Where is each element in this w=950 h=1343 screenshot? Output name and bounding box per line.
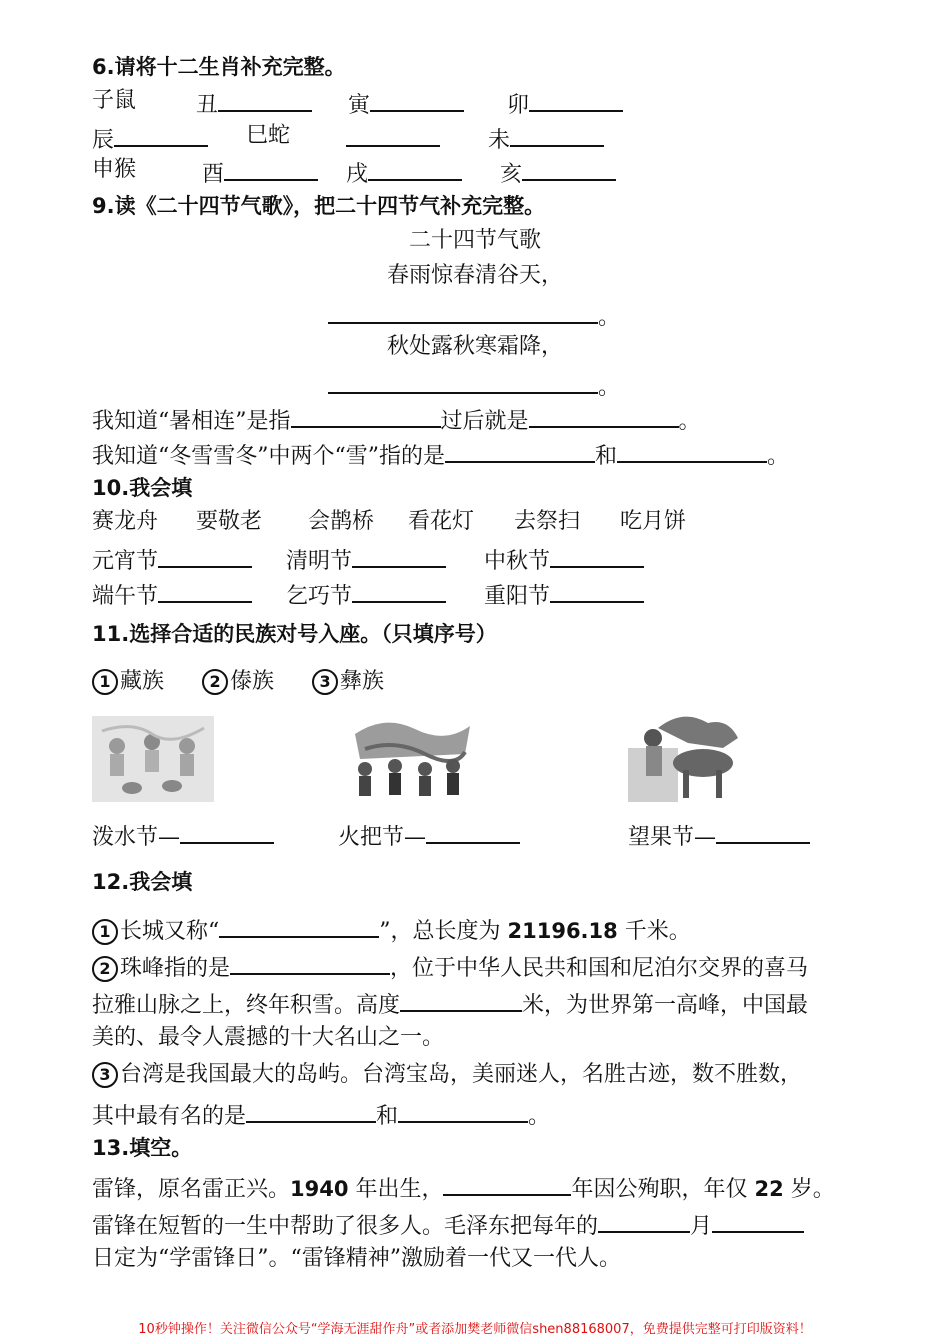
q9-title: 9.读《二十四节气歌》，把二十四节气补充完整。	[92, 194, 546, 218]
poem-line-3: 秋处露秋寒霜降，	[386, 334, 563, 359]
festival-5: 乞巧节	[286, 577, 446, 612]
zodiac-1: 子鼠	[92, 88, 137, 113]
q12-item-2-cont: 拉雅山脉之上，终年积雪。高度 米，为世界第一高峰，中国最	[92, 986, 808, 1021]
festival-2-blank[interactable]	[352, 542, 446, 568]
fill-1-blank-b[interactable]	[529, 402, 679, 428]
water-festival-image	[92, 716, 214, 802]
zodiac-3-blank[interactable]	[370, 86, 464, 112]
festival-1-blank[interactable]	[158, 542, 252, 568]
everest-name-blank[interactable]	[230, 949, 390, 975]
q12-item-3: 3 台湾是我国最大的岛屿。台湾宝岛，美丽迷人，名胜古迹，数不胜数，	[92, 1060, 802, 1090]
q13-line-3: 日定为“学雷锋日”。“雷锋精神”激励着一代又一代人。	[92, 1246, 621, 1271]
zodiac-6: 巳蛇	[246, 123, 291, 148]
zodiac-4: 卯	[507, 86, 623, 121]
zodiac-5-blank[interactable]	[114, 121, 208, 147]
zodiac-12: 亥	[500, 155, 616, 190]
q13-line-1: 雷锋，原名雷正兴。1940 年出生， 年因公殉职，年仅 22 岁。	[92, 1170, 835, 1205]
zodiac-8: 未	[488, 121, 604, 156]
harvest-festival-label: 望果节—	[628, 818, 810, 853]
great-wall-blank[interactable]	[219, 912, 379, 938]
fill-line-2: 我知道“冬雪雪冬”中两个“雪”指的是 和 。	[92, 437, 789, 472]
custom-1: 赛龙舟	[92, 509, 159, 534]
poem-line-4-blank[interactable]	[328, 368, 598, 394]
death-year-blank[interactable]	[443, 1170, 571, 1196]
torch-festival-label: 火把节—	[338, 818, 520, 853]
q6-title: 6.请将十二生肖补充完整。	[92, 55, 346, 79]
custom-6: 吃月饼	[620, 509, 687, 534]
q11-title: 11.选择合适的民族对号入座。（只填序号）	[92, 622, 497, 646]
poem-line-2: 。	[328, 298, 620, 333]
zodiac-5: 辰	[92, 121, 208, 156]
custom-5: 去祭扫	[514, 509, 581, 534]
water-festival-blank[interactable]	[180, 818, 274, 844]
ethnic-options: 1 藏族 2 傣族 3 彝族	[92, 667, 384, 697]
festival-6: 重阳节	[484, 577, 644, 612]
festival-4: 端午节	[92, 577, 252, 612]
fill-line-1: 我知道“暑相连”是指 过后就是 。	[92, 402, 701, 437]
zodiac-11: 戌	[346, 155, 462, 190]
taiwan-site-blank-2[interactable]	[398, 1097, 528, 1123]
everest-height-blank[interactable]	[400, 986, 522, 1012]
q12-item-2: 2 珠峰指的是 ，位于中华人民共和国和尼泊尔交界的喜马	[92, 949, 808, 984]
zodiac-3: 寅	[348, 86, 464, 121]
zodiac-2-blank[interactable]	[218, 86, 312, 112]
fill-2-blank-b[interactable]	[617, 437, 767, 463]
zodiac-11-blank[interactable]	[368, 155, 462, 181]
harvest-festival-image	[628, 708, 746, 802]
zodiac-7-blank[interactable]	[346, 121, 440, 147]
zodiac-2: 丑	[196, 86, 312, 121]
poem-line-1: 春雨惊春清谷天，	[386, 263, 563, 288]
day-blank[interactable]	[712, 1207, 804, 1233]
harvest-festival-blank[interactable]	[716, 818, 810, 844]
festival-2: 清明节	[286, 542, 446, 577]
festival-4-blank[interactable]	[158, 577, 252, 603]
poem-line-2-blank[interactable]	[328, 298, 598, 324]
zodiac-10: 酉	[202, 155, 318, 190]
footer-note: 10秒钟操作！关注微信公众号“学海无涯甜作舟”或者添加樊老师微信shen88168007，免费提供完整可打印版资料！	[138, 1322, 812, 1337]
poem-title: 二十四节气歌	[408, 228, 541, 253]
q13-title: 13.填空。	[92, 1136, 193, 1160]
custom-3: 会鹊桥	[308, 509, 375, 534]
festival-3-blank[interactable]	[550, 542, 644, 568]
q13-line-2: 雷锋在短暂的一生中帮助了很多人。毛泽东把每年的 月	[92, 1207, 804, 1242]
torch-festival-blank[interactable]	[426, 818, 520, 844]
poem-line-4: 。	[328, 368, 620, 403]
q12-item-3-cont: 其中最有名的是 和 。	[92, 1097, 550, 1132]
torch-festival-image	[345, 714, 475, 804]
q12-title: 12.我会填	[92, 870, 193, 894]
fill-1-blank-a[interactable]	[291, 402, 441, 428]
zodiac-8-blank[interactable]	[510, 121, 604, 147]
zodiac-4-blank[interactable]	[529, 86, 623, 112]
festival-1: 元宵节	[92, 542, 252, 577]
zodiac-12-blank[interactable]	[522, 155, 616, 181]
taiwan-site-blank-1[interactable]	[246, 1097, 376, 1123]
custom-2: 要敬老	[196, 509, 263, 534]
q12-item-1: 1 长城又称“ ”，总长度为 21196.18 千米。	[92, 912, 691, 947]
fill-2-blank-a[interactable]	[445, 437, 595, 463]
zodiac-10-blank[interactable]	[224, 155, 318, 181]
water-festival-label: 泼水节—	[92, 818, 274, 853]
zodiac-7	[346, 121, 440, 156]
festival-3: 中秋节	[484, 542, 644, 577]
festival-6-blank[interactable]	[550, 577, 644, 603]
festival-5-blank[interactable]	[352, 577, 446, 603]
zodiac-9: 申猴	[92, 157, 137, 182]
q12-item-2-end: 美的、最令人震撼的十大名山之一。	[92, 1025, 445, 1050]
month-blank[interactable]	[598, 1207, 690, 1233]
custom-4: 看花灯	[408, 509, 475, 534]
q10-title: 10.我会填	[92, 476, 193, 500]
